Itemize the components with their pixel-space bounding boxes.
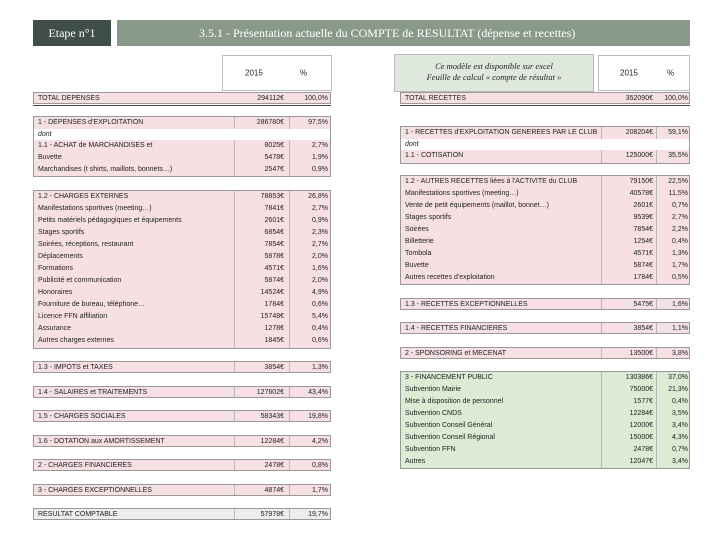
row-label: Soirées, réceptions, restaurant	[38, 241, 134, 248]
row-value: 5478€	[264, 154, 284, 161]
row-percent: 4,9%	[312, 289, 328, 296]
row-value: 3854€	[633, 325, 653, 332]
row-percent: 100,0%	[304, 95, 328, 102]
table-row	[34, 215, 330, 227]
table-row	[34, 299, 330, 311]
autres-recettes-block	[400, 175, 690, 285]
row-percent: 2,7%	[672, 214, 688, 221]
table-row	[401, 420, 689, 432]
step-label: Etape n°1	[33, 20, 111, 46]
row-label: Assurance	[38, 325, 72, 332]
row-percent: 35,5%	[668, 152, 688, 159]
row-value: 5878€	[264, 253, 284, 260]
table-row	[401, 212, 689, 224]
row-percent: 1,6%	[672, 301, 688, 308]
table-row	[401, 150, 689, 162]
row-label: 1.3 - RECETTES EXCEPTIONNELLES	[405, 301, 528, 308]
row-label: Soirées	[405, 226, 429, 233]
right-pct-header: %	[667, 68, 675, 78]
row-percent: 1,9%	[312, 154, 328, 161]
row-percent: 0,4%	[312, 325, 328, 332]
row-value: 1784€	[633, 274, 653, 281]
row-value: 3854€	[264, 364, 284, 371]
table-row	[34, 239, 330, 251]
recettes-exploitation-block	[400, 126, 690, 164]
row-value: 9539€	[633, 214, 653, 221]
row-percent: 97,5%	[308, 119, 328, 126]
row-label: Subvention Mairie	[405, 386, 462, 393]
row-value: 12047€	[629, 458, 653, 465]
row-value: 1845€	[264, 337, 284, 344]
row-label: Subvention FFN	[405, 446, 456, 453]
row-percent: 1,3%	[672, 250, 688, 257]
row-value: 12000€	[629, 422, 653, 429]
row-value: 4571€	[264, 265, 284, 272]
row-percent: 100,0%	[664, 95, 688, 102]
row-label: Buvette	[38, 154, 62, 161]
row-label: Tombola	[405, 250, 432, 257]
left-year-header: 2015	[245, 68, 263, 78]
row-label: Fourniture de bureau, téléphone…	[38, 301, 146, 308]
row-percent: 0,6%	[312, 337, 328, 344]
right-year-header: 2015	[620, 68, 638, 78]
left-column-header	[222, 55, 332, 91]
table-row	[34, 203, 330, 215]
row-value: 15000€	[629, 434, 653, 441]
table-row	[34, 263, 330, 275]
row-label: Déplacements	[38, 253, 83, 260]
row-value: 7854€	[633, 226, 653, 233]
note-line-2: Feuille de calcul « compte de résultat »	[426, 72, 562, 82]
row-value: 12284€	[260, 438, 284, 445]
row-percent: 37,0%	[668, 374, 688, 381]
row-label: Autres charges externes	[38, 337, 114, 344]
row-value: 127602€	[256, 389, 284, 396]
page-title: 3.5.1 - Présentation actuelle du COMPTE de RESULTAT (dépense et recettes)	[117, 20, 690, 46]
row-percent: 2,7%	[312, 241, 328, 248]
row-value: 7854€	[264, 241, 284, 248]
financement-public-block	[400, 371, 690, 469]
impots-row	[33, 361, 331, 373]
table-row	[401, 408, 689, 420]
row-value: 8025€	[264, 142, 284, 149]
row-percent: 0,6%	[312, 301, 328, 308]
row-label: Subvention CNDS	[405, 410, 462, 417]
row-percent: 1,3%	[312, 364, 328, 371]
table-row	[34, 191, 330, 203]
row-percent: 3,4%	[672, 422, 688, 429]
row-label: Autres recettes d'exploitation	[405, 274, 495, 281]
row-label: 3 - CHARGES EXCEPTIONNELLES	[38, 487, 152, 494]
row-label: Mise à disposition de personnel	[405, 398, 504, 405]
row-percent: 4,2%	[312, 438, 328, 445]
table-row	[34, 311, 330, 323]
row-percent: 2,0%	[312, 253, 328, 260]
total-recettes-row	[400, 92, 690, 104]
row-percent: 19,8%	[308, 413, 328, 420]
row-value: 1278€	[264, 325, 284, 332]
row-value: 286780€	[256, 119, 284, 126]
table-row	[401, 176, 689, 188]
row-percent: 3,5%	[672, 410, 688, 417]
row-percent: 0,7%	[672, 446, 688, 453]
row-value: 15748€	[260, 313, 284, 320]
row-value: 130386€	[625, 374, 653, 381]
row-label: 1 - DEPENSES d'EXPLOITATION	[38, 119, 144, 126]
table-row	[34, 152, 330, 164]
row-label: Petits matériels pédagogiques et équipements	[38, 217, 182, 224]
amortissement-row	[33, 435, 331, 447]
row-label: 1.3 - IMPOTS et TAXES	[38, 364, 113, 371]
row-value: 58343€	[260, 413, 284, 420]
row-value: 75000€	[629, 386, 653, 393]
row-value: 12284€	[629, 410, 653, 417]
table-row	[401, 432, 689, 444]
row-percent: 4,3%	[672, 434, 688, 441]
row-percent: 43,4%	[308, 389, 328, 396]
row-value: 1254€	[633, 238, 653, 245]
row-label: Publicité et communication	[38, 277, 122, 284]
recettes-exceptionnelles-row	[400, 298, 690, 310]
table-row	[401, 260, 689, 272]
row-percent: 0,9%	[312, 166, 328, 173]
row-percent: 19,7%	[308, 511, 328, 518]
row-value: 6854€	[264, 229, 284, 236]
row-value: 5874€	[633, 262, 653, 269]
row-value: 2478€	[264, 462, 284, 469]
row-label: 1.2 - CHARGES EXTERNES	[38, 193, 129, 200]
row-value: 4874€	[264, 487, 284, 494]
table-row	[34, 140, 330, 152]
table-row	[401, 224, 689, 236]
row-label: Manifestations sportives (meeting…)	[405, 190, 519, 197]
row-label: Subvention Conseil Général	[405, 422, 493, 429]
row-percent: 2,7%	[312, 205, 328, 212]
table-row	[401, 372, 689, 384]
row-percent: 1,7%	[312, 487, 328, 494]
table-row	[34, 323, 330, 335]
row-value: 2601€	[264, 217, 284, 224]
row-label: 1.6 - DOTATION aux AMORTISSEMENT	[38, 438, 165, 445]
row-value: 2478€	[633, 446, 653, 453]
row-value: 14524€	[260, 289, 284, 296]
resultat-comptable-row	[33, 508, 331, 520]
row-percent: 3,8%	[672, 350, 688, 357]
sponsoring-row	[400, 347, 690, 359]
row-percent: 1,6%	[312, 265, 328, 272]
row-label: Manifestations sportives (meeting…)	[38, 205, 152, 212]
row-percent: 5,4%	[312, 313, 328, 320]
total-depenses-row	[33, 92, 331, 104]
depenses-exploitation-block	[33, 116, 331, 177]
row-percent: 0,8%	[312, 462, 328, 469]
row-label: Licence FFN affiliation	[38, 313, 108, 320]
table-row	[34, 227, 330, 239]
table-row	[34, 275, 330, 287]
table-row	[34, 164, 330, 176]
row-label: TOTAL DEPENSES	[38, 95, 100, 102]
row-percent: 11,5%	[668, 190, 688, 197]
row-value: 352090€	[625, 95, 653, 102]
right-column-header	[598, 55, 690, 91]
table-row	[401, 248, 689, 260]
charges-sociales-row	[33, 410, 331, 422]
row-label: dont	[405, 141, 419, 148]
table-row	[401, 127, 689, 139]
row-value: 7841€	[264, 205, 284, 212]
row-value: 208204€	[625, 129, 653, 136]
row-value: 13500€	[629, 350, 653, 357]
row-value: 2601€	[633, 202, 653, 209]
row-label: dont	[38, 131, 52, 138]
left-pct-header: %	[300, 68, 308, 78]
row-percent: 2,7%	[312, 142, 328, 149]
table-row	[401, 188, 689, 200]
row-label: Honoraires	[38, 289, 73, 296]
table-row	[401, 444, 689, 456]
table-row	[34, 335, 330, 347]
row-value: 5475€	[633, 301, 653, 308]
row-label: 1.5 - CHARGES SOCIALES	[38, 413, 126, 420]
row-percent: 1,7%	[672, 262, 688, 269]
row-label: Stages sportifs	[38, 229, 85, 236]
row-label: Stages sportifs	[405, 214, 452, 221]
row-value: 57978€	[260, 511, 284, 518]
table-row	[401, 456, 689, 468]
charges-externes-block	[33, 190, 331, 349]
row-percent: 3,4%	[672, 458, 688, 465]
row-label: 1.1 - COTISATION	[405, 152, 464, 159]
row-value: 78853€	[260, 193, 284, 200]
row-label: RESULTAT COMPTABLE	[38, 511, 118, 518]
row-percent: 2,3%	[312, 229, 328, 236]
excel-note	[394, 54, 594, 92]
recettes-financieres-row	[400, 322, 690, 334]
row-value: 5874€	[264, 277, 284, 284]
row-percent: 2,0%	[312, 277, 328, 284]
table-row	[401, 272, 689, 284]
row-label: 2 - CHARGES FINANCIERES	[38, 462, 132, 469]
row-label: Autres	[405, 458, 426, 465]
row-value: 4571€	[633, 250, 653, 257]
row-label: Marchandises (t shirts, maillots, bonnets…)	[38, 166, 173, 173]
row-value: 1784€	[264, 301, 284, 308]
row-percent: 21,3%	[668, 386, 688, 393]
row-label: 1.1 - ACHAT de MARCHANDISES et	[38, 142, 153, 149]
row-label: Buvette	[405, 262, 429, 269]
salaires-row	[33, 386, 331, 398]
row-percent: 1,1%	[672, 325, 688, 332]
row-percent: 0,7%	[672, 202, 688, 209]
table-row	[401, 236, 689, 248]
row-label: Subvention Conseil Régional	[405, 434, 495, 441]
row-label: TOTAL RECETTES	[405, 95, 466, 102]
row-label: 2 - SPONSORING et MECENAT	[405, 350, 506, 357]
row-label: 1 - RECETTES d'EXPLOITATION GENEREES PAR LE CLUB	[405, 129, 598, 136]
row-value: 1577€	[633, 398, 653, 405]
row-value: 40578€	[629, 190, 653, 197]
note-line-1: Ce modèle est disponible sur excel	[435, 61, 553, 71]
row-percent: 22,5%	[668, 178, 688, 185]
row-value: 2547€	[264, 166, 284, 173]
row-label: 1.2 - AUTRES RECETTES liées à l'ACTIVITE du CLUB	[405, 178, 578, 185]
table-row	[401, 396, 689, 408]
table-row	[401, 384, 689, 396]
row-percent: 0,4%	[672, 398, 688, 405]
row-label: 1.4 - RECETTES FINANCIERES	[405, 325, 508, 332]
charges-financieres-row	[33, 459, 331, 471]
table-row	[34, 287, 330, 299]
table-row	[34, 117, 330, 129]
row-percent: 2,2%	[672, 226, 688, 233]
row-label: Formations	[38, 265, 74, 272]
row-percent: 59,1%	[668, 129, 688, 136]
row-value: 79150€	[629, 178, 653, 185]
table-row	[34, 251, 330, 263]
charges-exceptionnelles-row	[33, 484, 331, 496]
table-row	[401, 200, 689, 212]
row-value: 294112€	[257, 95, 284, 102]
row-percent: 0,9%	[312, 217, 328, 224]
row-label: 3 - FINANCEMENT PUBLIC	[405, 374, 493, 381]
row-percent: 0,5%	[672, 274, 688, 281]
row-value: 125000€	[625, 152, 653, 159]
row-label: 1.4 - SALAIRES et TRAITEMENTS	[38, 389, 148, 396]
row-label: Vente de petit équipements (maillot, bonnet…)	[405, 202, 549, 209]
row-label: Billetterie	[405, 238, 434, 245]
row-percent: 0,4%	[672, 238, 688, 245]
row-percent: 26,8%	[308, 193, 328, 200]
